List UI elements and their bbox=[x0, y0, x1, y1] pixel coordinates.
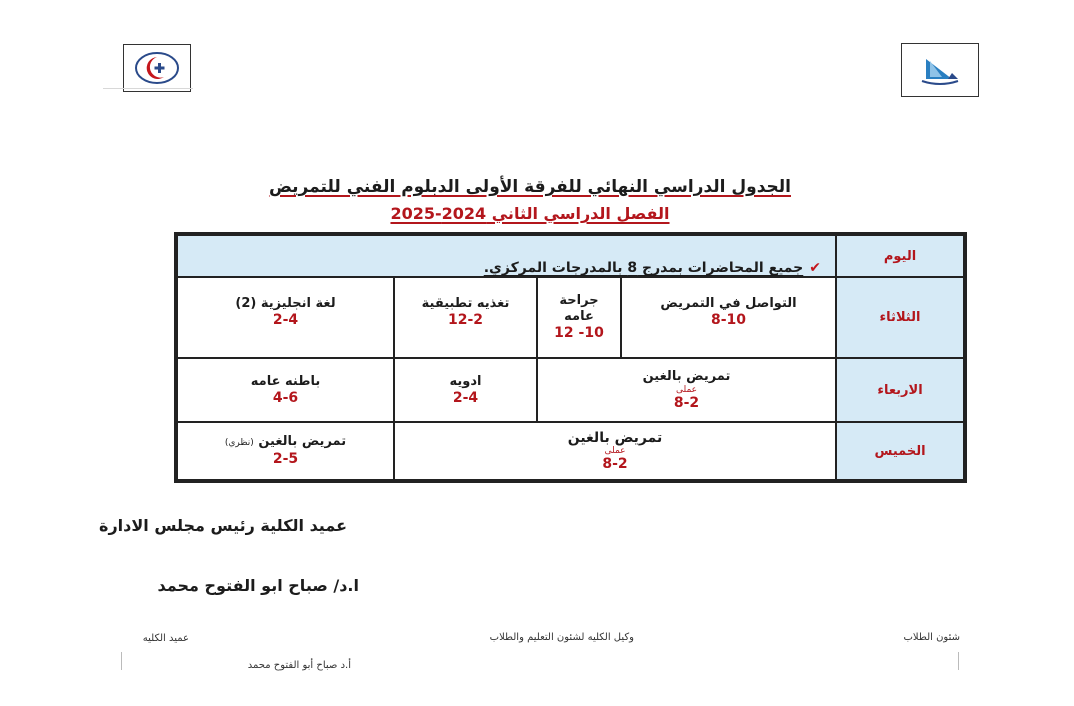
class-note: عملى bbox=[675, 384, 698, 395]
class-subject: ادويه bbox=[449, 373, 482, 389]
day-cell-thursday bbox=[836, 422, 964, 480]
class-time: 12-2 bbox=[447, 312, 484, 328]
college-logo bbox=[123, 44, 191, 92]
day-label: الثلاثاء bbox=[879, 310, 921, 325]
footer-dean: عميد الكليه bbox=[142, 633, 189, 644]
footer-divider bbox=[121, 652, 122, 670]
crescent-logo-icon bbox=[134, 51, 180, 85]
footer-vice-dean: وكيل الكليه لشئون التعليم والطلاب bbox=[489, 632, 634, 643]
class-cell bbox=[177, 277, 394, 358]
footer-student-affairs: شئون الطلاب bbox=[903, 632, 960, 643]
class-time: 2-4 bbox=[452, 389, 479, 406]
class-time: 8-2 bbox=[602, 455, 628, 472]
class-subject-text: تمريض بالغين bbox=[258, 434, 347, 449]
class-cell bbox=[177, 422, 394, 480]
class-subject: باطنه عامه bbox=[250, 373, 321, 389]
class-subject-note: (نظري) bbox=[224, 438, 254, 448]
class-subject bbox=[225, 434, 346, 451]
day-cell-tuesday bbox=[836, 277, 964, 358]
dean-title: عميد الكلية رئيس مجلس الادارة bbox=[99, 516, 347, 535]
class-subject: جراحة عامه bbox=[559, 293, 599, 324]
day-label: الخميس bbox=[874, 443, 926, 459]
notice-cell bbox=[177, 235, 836, 277]
day-header-label: اليوم bbox=[883, 248, 917, 264]
day-label: الاربعاء bbox=[877, 382, 923, 398]
class-subject: تغذيه تطبيقية bbox=[421, 296, 510, 311]
class-note: عملى bbox=[604, 445, 626, 456]
page-subtitle: الفصل الدراسي الثاني 2024-2025 bbox=[390, 204, 670, 223]
class-time: 2-4 bbox=[272, 312, 299, 328]
class-time: 10- 12 bbox=[554, 325, 604, 341]
checkmark-icon: ✔ bbox=[809, 260, 821, 276]
class-cell bbox=[621, 277, 836, 358]
class-cell bbox=[394, 358, 537, 422]
class-cell bbox=[537, 358, 836, 422]
day-header-cell bbox=[836, 235, 964, 277]
class-cell bbox=[394, 277, 537, 358]
notice-text: جميع المحاضرات بمدرج 8 بالمدرجات المركزي. bbox=[483, 260, 804, 276]
footer-divider bbox=[958, 652, 959, 670]
class-time: 2-5 bbox=[272, 451, 299, 467]
class-cell bbox=[177, 358, 394, 422]
class-cell bbox=[394, 422, 836, 480]
class-subject: تمريض بالغين bbox=[567, 429, 663, 446]
class-time: 4-6 bbox=[272, 389, 299, 406]
page-title: الجدول الدراسي النهائي للفرقة الأولى الدبلوم الفني للتمريض bbox=[268, 177, 791, 197]
schedule-table bbox=[174, 232, 967, 483]
class-subject: لغة انجليزية (2) bbox=[235, 296, 336, 311]
class-time: 8-2 bbox=[673, 394, 700, 411]
class-subject: تمريض بالغين bbox=[642, 368, 731, 384]
class-cell bbox=[537, 277, 621, 358]
footer-dean-name: أ.د صباح أبو الفتوح محمد bbox=[247, 660, 351, 671]
class-time: 8-10 bbox=[710, 312, 747, 328]
dean-name: ا.د/ صباح ابو الفتوح محمد bbox=[157, 576, 359, 595]
day-cell-wednesday bbox=[836, 358, 964, 422]
class-subject: التواصل في التمريض bbox=[660, 296, 797, 311]
sailboat-logo-icon bbox=[918, 53, 962, 87]
university-logo bbox=[901, 43, 979, 97]
